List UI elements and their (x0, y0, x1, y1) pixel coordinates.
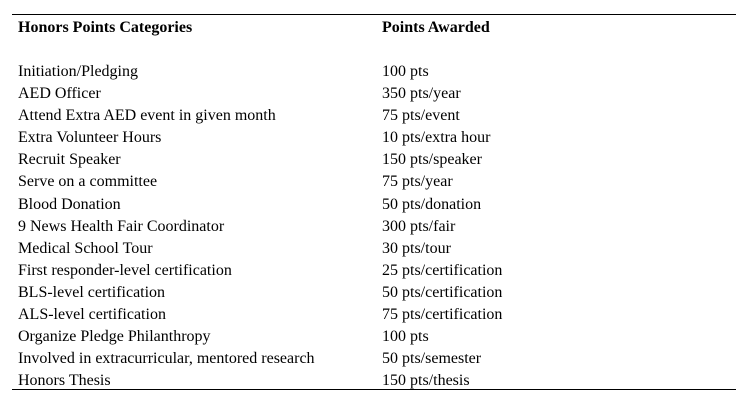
category-cell: Blood Donation (18, 195, 121, 213)
category-cell: First responder-level certification (18, 261, 232, 279)
points-cell: 10 pts/extra hour (382, 129, 491, 147)
points-cell: 150 pts/thesis (382, 372, 470, 390)
points-cell: 50 pts/semester (382, 350, 482, 368)
points-cell: 50 pts/certification (382, 283, 503, 301)
table-row (0, 304, 750, 326)
points-cell: 100 pts (382, 63, 429, 80)
category-cell: Medical School Tour (18, 239, 153, 257)
points-cell: 50 pts/donation (382, 195, 482, 213)
category-cell: AED Officer (18, 85, 101, 103)
table-row (0, 348, 750, 370)
points-cell: 150 pts/speaker (382, 151, 482, 169)
points-cell: 350 pts/year (382, 85, 461, 103)
table-row (0, 216, 750, 238)
table-row (0, 105, 750, 127)
category-cell: 9 News Health Fair Coordinator (18, 217, 225, 235)
table-row (0, 83, 750, 105)
header-points-awarded: Points Awarded (382, 19, 490, 36)
table-row (0, 149, 750, 171)
category-cell: Serve on a committee (18, 173, 158, 191)
points-cell: 30 pts/tour (382, 239, 451, 257)
header-categories: Honors Points Categories (18, 19, 193, 36)
category-cell: Honors Thesis (18, 372, 111, 390)
table-row (0, 61, 750, 83)
points-cell: 75 pts/event (382, 107, 460, 125)
points-cell: 75 pts/certification (382, 306, 503, 324)
table-row (0, 127, 750, 149)
table-row (0, 282, 750, 304)
points-cell: 25 pts/certification (382, 261, 503, 279)
table-row (0, 171, 750, 193)
category-cell: BLS-level certification (18, 283, 166, 301)
category-cell: Organize Pledge Philanthropy (18, 328, 211, 346)
table-row (0, 326, 750, 348)
category-cell: Extra Volunteer Hours (18, 129, 162, 147)
points-cell: 100 pts (382, 328, 429, 346)
table-row (0, 194, 750, 216)
category-cell: Attend Extra AED event in given month (18, 107, 276, 125)
table-row (0, 260, 750, 282)
category-cell: Initiation/Pledging (18, 63, 138, 80)
category-cell: ALS-level certification (18, 306, 166, 324)
table-row (0, 238, 750, 260)
table-top-rule (12, 14, 736, 15)
points-cell: 300 pts/fair (382, 217, 456, 235)
points-cell: 75 pts/year (382, 173, 453, 191)
table-body (0, 61, 750, 392)
table-bottom-rule (12, 389, 736, 390)
table-header (0, 17, 750, 39)
category-cell: Involved in extracurricular, mentored research (18, 350, 315, 368)
category-cell: Recruit Speaker (18, 151, 121, 169)
